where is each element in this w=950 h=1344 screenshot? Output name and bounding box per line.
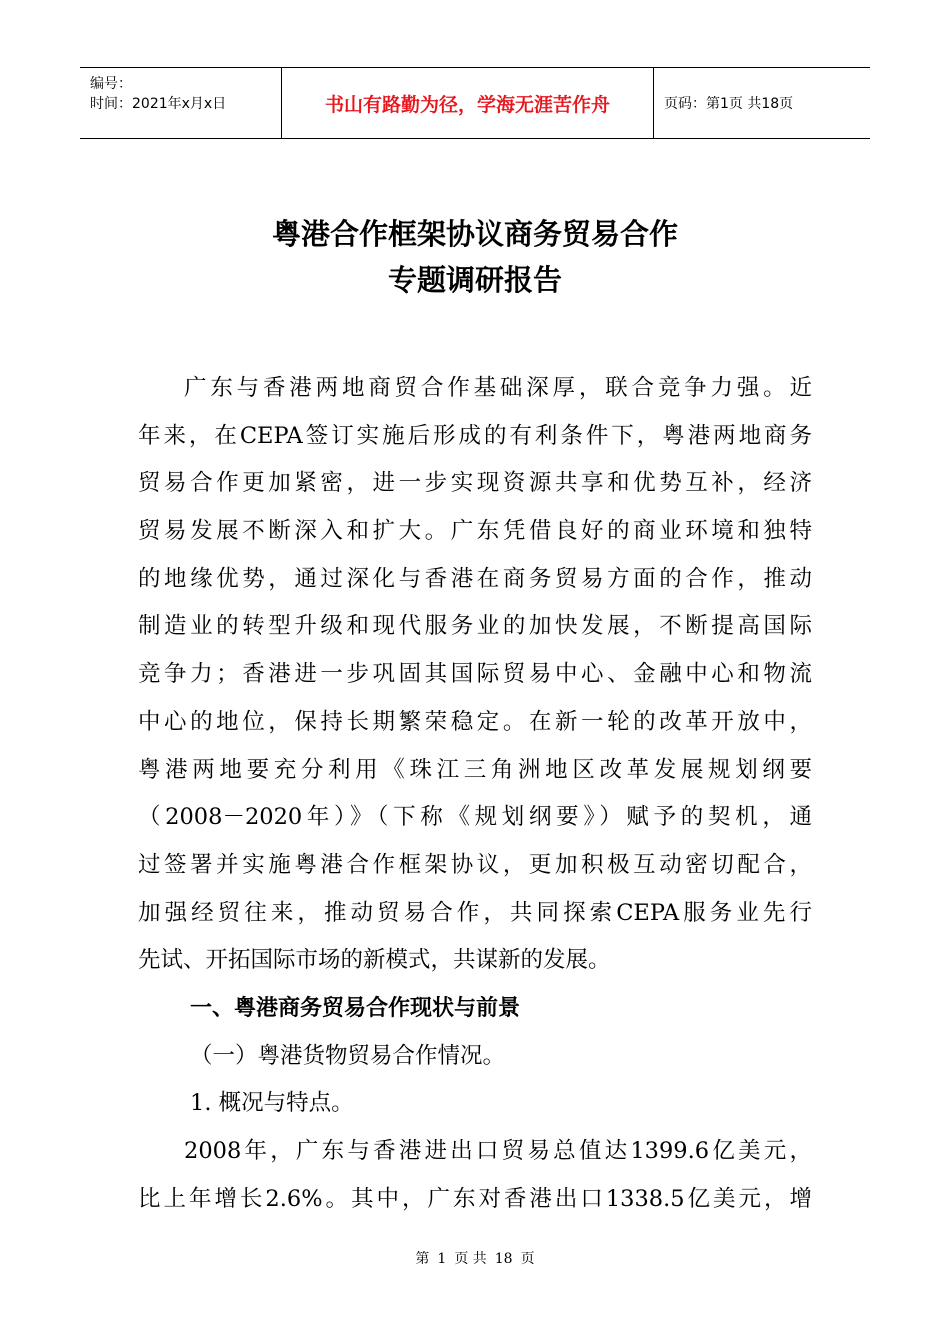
footer-suffix: 页 <box>520 1251 535 1267</box>
body-line: 广东与香港两地商贸合作基础深厚，联合竞争力强。近 <box>184 375 812 401</box>
document-body <box>138 365 812 1223</box>
header-meta-cell <box>80 68 282 138</box>
body-line: 贸易发展不断深入和扩大。广东凭借良好的商业环境和独特 <box>138 518 812 545</box>
item-heading: 1. 概况与特点。 <box>190 1090 354 1117</box>
subsection-heading: （一）粤港货物贸易合作情况。 <box>190 1042 506 1069</box>
document-time-label: 时间：2021年x月x日 <box>90 96 227 112</box>
body-line: 的地缘优势，通过深化与香港在商务贸易方面的合作，推动 <box>138 565 812 592</box>
body-line: 加强经贸往来，推动贸易合作，共同探索CEPA服务业先行 <box>138 899 812 926</box>
body-line: 竞争力；香港进一步巩固其国际贸易中心、金融中心和物流 <box>138 661 812 688</box>
body-line: （2008－2020年）》（下称《规划纲要》）赋予的契机，通 <box>138 804 812 831</box>
footer-middle: 页 共 <box>454 1251 487 1267</box>
page-footer <box>0 1248 950 1268</box>
body-line: 2008年，广东与香港进出口贸易总值达1399.6亿美元， <box>184 1138 812 1164</box>
body-line: 比上年增长2.6%。其中，广东对香港出口1338.5亿美元，增 <box>138 1185 812 1212</box>
body-line: 粤港两地要充分利用《珠江三角洲地区改革发展规划纲要 <box>138 756 812 783</box>
body-line: 贸易合作更加紧密，进一步实现资源共享和优势互补，经济 <box>138 470 812 497</box>
body-line: 中心的地位，保持长期繁荣稳定。在新一轮的改革开放中， <box>138 708 812 735</box>
footer-total-pages: 18 <box>494 1251 513 1267</box>
body-line: 制造业的转型升级和现代服务业的加快发展，不断提高国际 <box>138 613 812 640</box>
section-heading: 一、粤港商务贸易合作现状与前景 <box>190 995 521 1021</box>
document-number-label: 编号： <box>90 76 132 92</box>
header-motto: 书山有路勤为径，学海无涯苦作舟 <box>282 68 654 138</box>
footer-prefix: 第 <box>415 1251 430 1267</box>
footer-current-page: 1 <box>437 1251 447 1267</box>
body-line: 年来，在CEPA签订实施后形成的有利条件下，粤港两地商务 <box>138 422 812 449</box>
title-line-1: 粤港合作框架协议商务贸易合作 <box>271 217 678 251</box>
body-line: 过签署并实施粤港合作框架协议，更加积极互动密切配合， <box>138 851 812 878</box>
header-table <box>80 67 870 139</box>
header-page-info: 页码：第1页 共18页 <box>664 96 794 112</box>
body-line: 先试、开拓国际市场的新模式，共谋新的发展。 <box>138 947 611 974</box>
title-line-2: 专题调研报告 <box>387 263 562 297</box>
